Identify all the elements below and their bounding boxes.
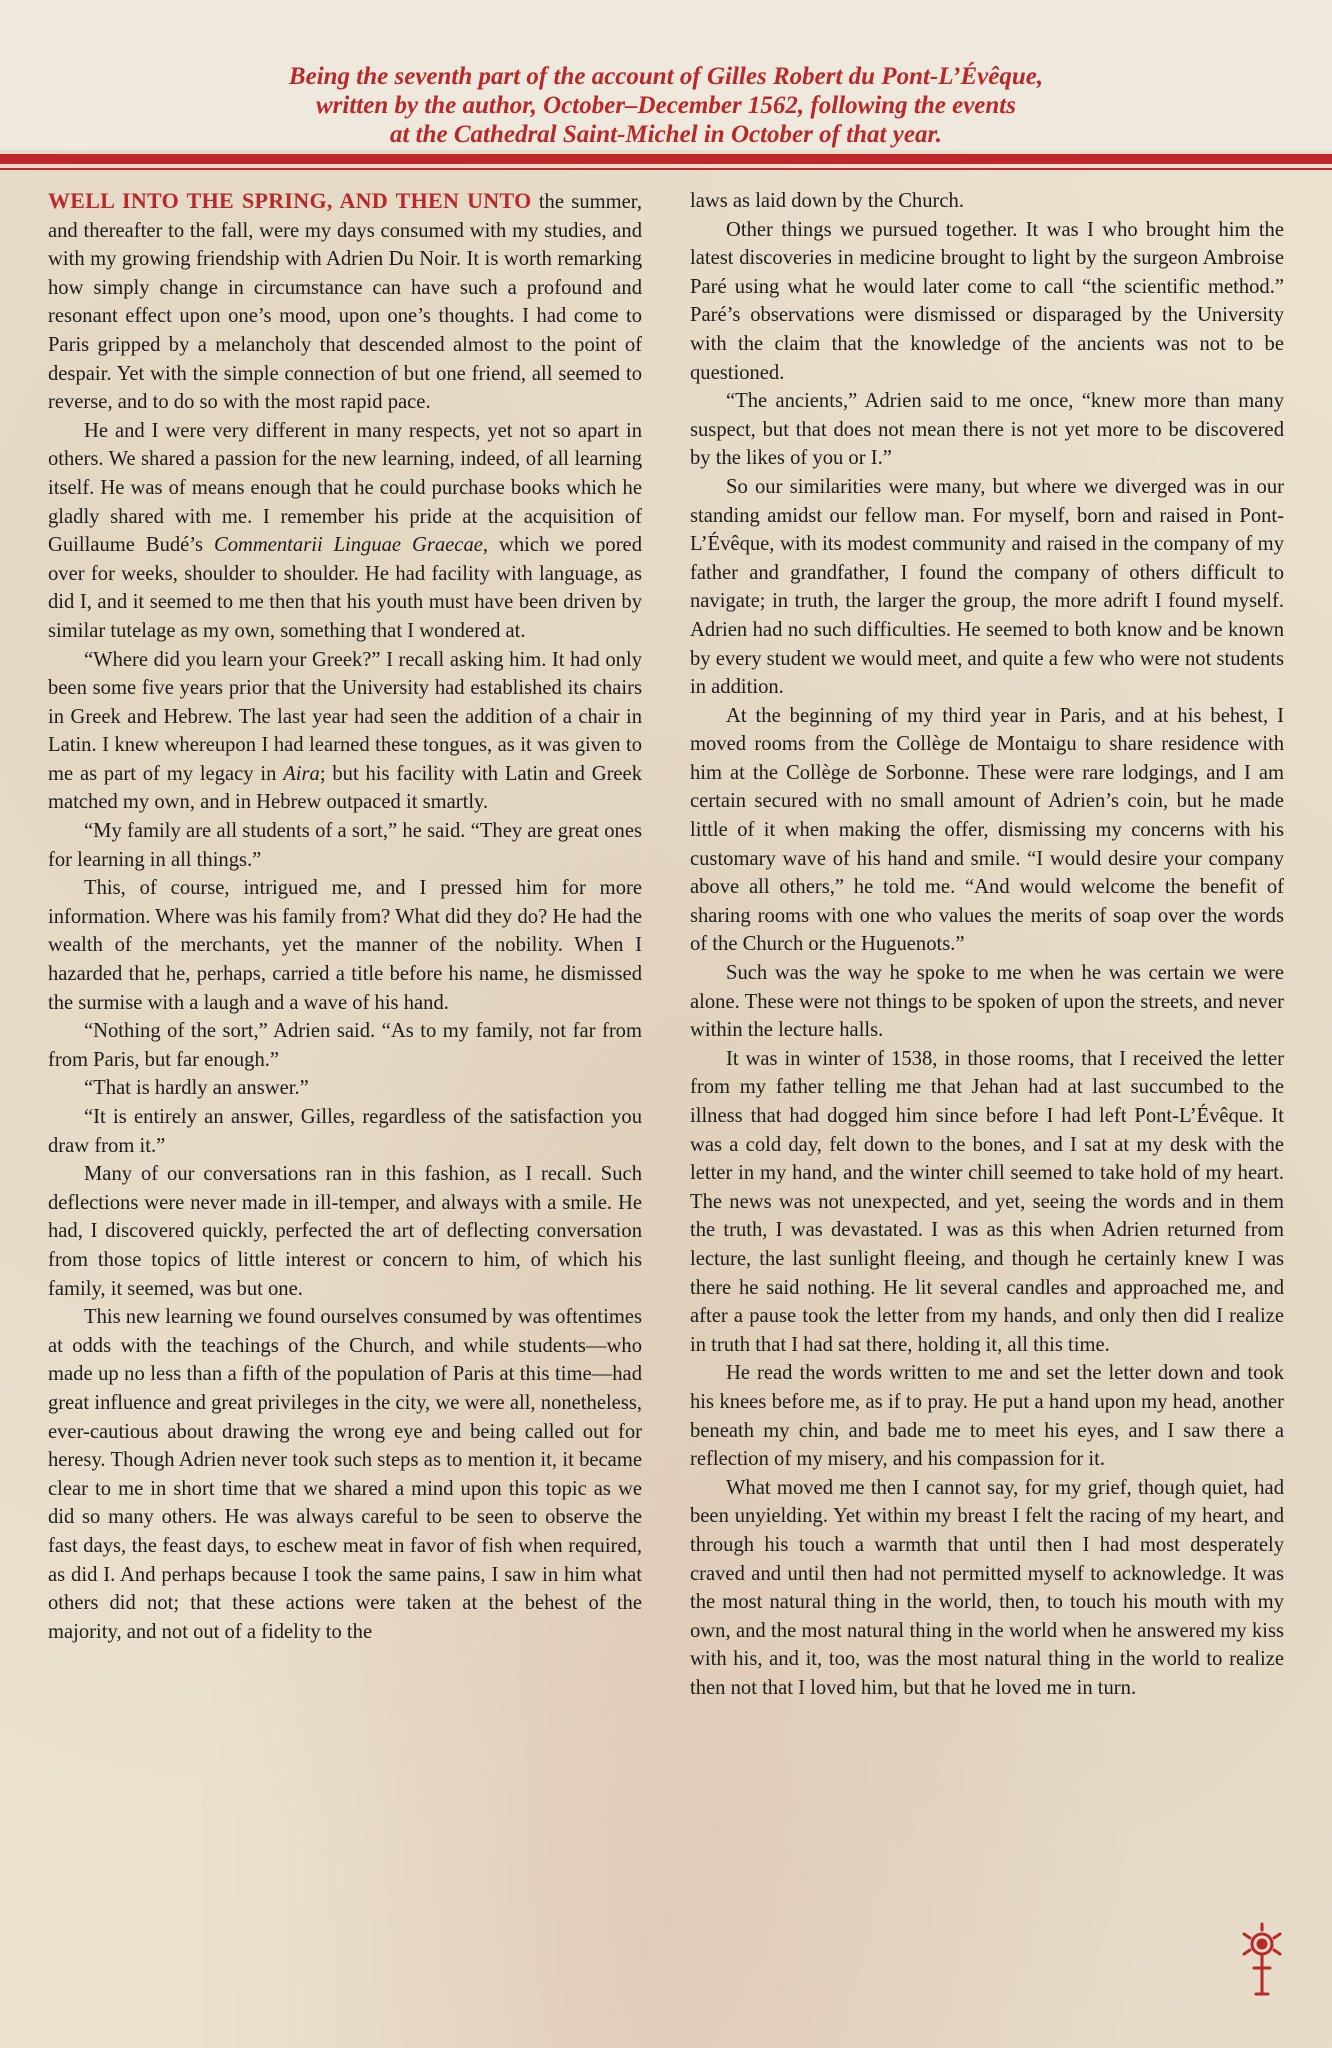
- paragraph-text: ; but his facility with Latin and Greek matched my own, and in Hebrew outpaced it smartly.: [48, 762, 642, 814]
- subtitle-line-1: Being the seventh part of the account of Gilles Robert du Pont-L’Évêque,: [288, 63, 1044, 90]
- paragraph: So our similarities were many, but where we diverged was in our standing amidst our fellow man. For myself, born and raised in Pont-L’Évêque, with its modest community and raised in the company of my father and grandfather, I found the company of others difficult to navigate; in truth, the larger the group, the more adrift I found myself. Adrien had no such difficulties. He seemed to both know and be known by every student we would meet, and quite a few who were not students in addition.: [690, 475, 1284, 699]
- paragraph: “My family are all students of a sort,” he said. “They are great ones for learning in all things.”: [48, 820, 642, 871]
- paragraph: Such was the way he spoke to me when he was certain we were alone. These were not things to be spoken of upon the streets, and never within the lecture halls.: [690, 962, 1284, 1042]
- paragraph: It was in winter of 1538, in those rooms, that I received the letter from my father telling me that Jehan had at last succumbed to the illness that had dogged him since before I had left Pont-L’Évêque. It was a cold day, felt down to the bones, and I sat at my desk with the letter in my hand, and the winter chill seemed to take hold of my heart. The news was not unexpected, and yet, seeing the words and in them the truth, I was devastated. I was as this when Adrien returned from lecture, the last sunlight fleeing, and though he certainly knew I was there he said nothing. He lit several candles and approached me, and after a pause took the letter from my hands, and only then did I realize in truth that I had sat there, holding it, all this time.: [690, 1047, 1284, 1356]
- paragraph-text: “Where did you learn your Greek?” I recall asking him. It had only been some five years prior that the University had established its chairs in Greek and Hebrew. The last year had seen the addition of a chair in Latin. I knew whereupon I had learned these tongues, as it was given to me as part of my legacy in: [48, 648, 642, 785]
- paragraph: What moved me then I cannot say, for my grief, though quiet, had been unyielding. Yet within my breast I felt the racing of my heart, and through his touch a warmth that until then I had most desperately craved and until then had not permitted myself to acknowledge. It was the most natural thing in the world, then, to touch his mouth with my own, and the most natural thing in the world when he answered my kiss with his, and it, too, was the most natural thing in the world to realize then not that I loved him, but that he loved me in turn.: [690, 1476, 1284, 1699]
- subtitle-line-3: at the Cathedral Saint-Michel in October of that year.: [389, 121, 943, 148]
- paragraph-text: He and I were very different in many respects, yet not so apart in others. We shared a passion for the new learning, indeed, of all learning itself. He was of means enough that he could purchase books which he gladly shared with me. I remember his pride at the acquisition of Guillaume Budé’s: [48, 419, 642, 557]
- header-divider-thick: [0, 154, 1332, 164]
- paragraph-text: the summer, and thereafter to the fall, were my days consumed with my studies, and with my growing friendship with Adrien Du Noir. It is worth remarking how simply change in circumstance can have such a profound and resonant effect upon one’s mood, upon one’s thoughts. I had come to Paris gripped by a melancholy that descended almost to the point of despair. Yet with the simple connection of but one friend, all seemed to reverse, and to do so with the most rapid pace.: [48, 191, 642, 414]
- paragraph: “The ancients,” Adrien said to me once, “knew more than many suspect, but that does not mean there is not yet more to be discovered by the likes of you or I.”: [690, 390, 1284, 470]
- paragraph: [48, 646, 642, 818]
- paragraph: [48, 417, 642, 646]
- paragraph: “That is hardly an answer.”: [84, 1077, 309, 1100]
- paragraph: This, of course, intrigued me, and I pressed him for more information. Where was his family from? What did they do? He had the wealth of the merchants, yet the manner of the nobility. When I hazarded that he, perhaps, carried a title before his name, he dismissed the surmise with a laugh and a wave of his hand.: [48, 877, 642, 1014]
- subtitle-line-2: written by the author, October–December 1562, following the events: [316, 92, 1016, 119]
- right-column: [690, 187, 1284, 1702]
- header-divider-thin: [0, 168, 1332, 170]
- chapter-subtitle: [120, 62, 1212, 149]
- italic-term: Aira: [283, 762, 320, 785]
- book-title: Commentarii Linguae Graecae: [213, 534, 483, 557]
- paragraph: Many of our conversations ran in this fashion, as I recall. Such deflections were never made in ill-temper, and always with a smile. He had, I discovered quickly, perfected the art of deflecting conversation from those topics of little interest or concern to him, of which his family, it seemed, was but one.: [48, 1163, 642, 1300]
- paragraph: He read the words written to me and set the letter down and took his knees before me, as if to pray. He put a hand upon my head, another beneath my chin, and bade me to meet his eyes, and I saw there a reflection of my misery, and his compassion for it.: [690, 1362, 1284, 1471]
- paragraph: [48, 187, 642, 417]
- lead-in-text: WELL INTO THE SPRING, AND THEN UNTO: [48, 188, 532, 213]
- paragraph-text: , which we pored over for weeks, shoulder to shoulder. He had facility with language, as did I, and it seemed to me then that his youth must have been driven by similar tutelage as my own, something that I wondered at.: [48, 534, 642, 642]
- paragraph: Other things we pursued together. It was I who brought him the latest discoveries in medicine brought to light by the surgeon Ambroise Paré using what he would later come to call “the scientific method.” Paré’s observations were dismissed or disparaged by the University with the claim that the knowledge of the ancients was not to be questioned.: [690, 218, 1284, 384]
- paragraph: “Nothing of the sort,” Adrien said. “As to my family, not far from from Paris, but far enough.”: [48, 1020, 642, 1071]
- fleur-sigil-icon: [1240, 1922, 1284, 2000]
- paragraph: laws as laid down by the Church.: [690, 190, 964, 212]
- paragraph: At the beginning of my third year in Paris, and at his behest, I moved rooms from the Collège de Montaigu to share residence with him at the Collège de Sorbonne. These were rare lodgings, and I am certain secured with no small amount of Adrien’s coin, but he made little of it when making the offer, dismissing my concerns with his customary wave of his hand and smile. “I would desire your company above all others,” he told me. “And would welcome the benefit of sharing rooms with one who values the merits of soap over the words of the Church or the Huguenots.”: [690, 704, 1284, 956]
- paragraph: This new learning we found ourselves consumed by was oftentimes at odds with the teachings of the Church, and while students—who made up no less than a fifth of the population of Paris at this time—had great influence and great privileges in the city, we were all, nonetheless, ever-cautious about drawing the wrong eye and being called out for heresy. Though Adrien never took such steps as to mention it, it became clear to me in short time that we shared a mind upon this topic as we did so many others. He was always careful to be seen to observe the fast days, the feast days, to eschew meat in favor of fish when required, as did I. And perhaps because I took the same pains, I saw in him what others did not; that these actions were taken at the behest of the majority, and not out of a fidelity to the: [48, 1306, 642, 1643]
- paragraph: “It is entirely an answer, Gilles, regardless of the satisfaction you draw from it.”: [48, 1106, 642, 1157]
- left-column: [48, 187, 642, 1646]
